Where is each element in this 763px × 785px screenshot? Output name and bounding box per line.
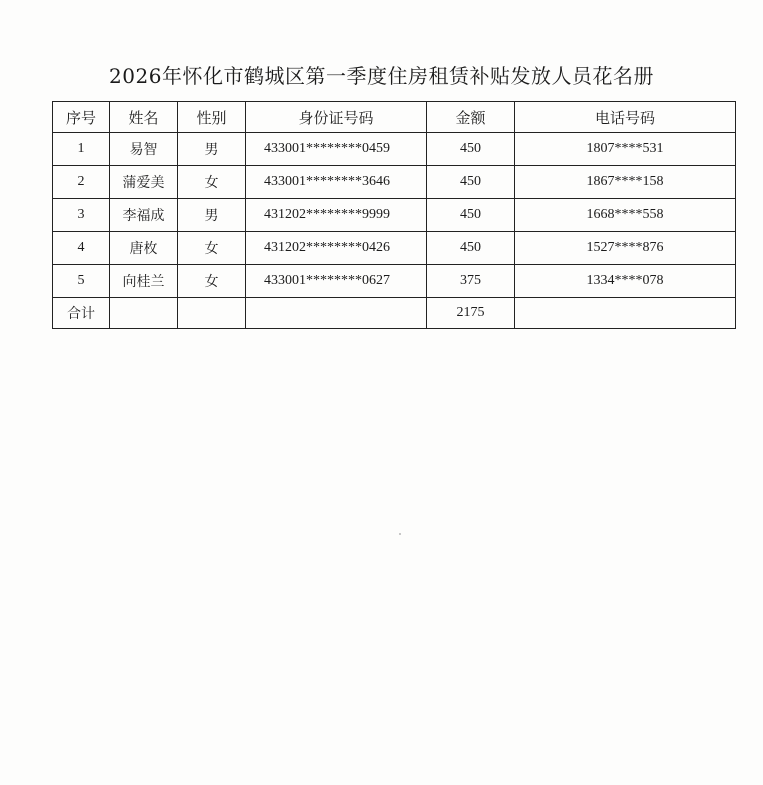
empty-cell xyxy=(246,298,427,329)
subsidy-roster-table xyxy=(52,101,736,329)
row-phone: 1867****158 xyxy=(515,166,736,199)
column-header-no: 序号 xyxy=(53,102,110,133)
total-amount: 2175 xyxy=(427,298,515,329)
row-id-number: 433001********0627 xyxy=(246,265,427,298)
row-number: 3 xyxy=(53,199,110,232)
column-header-amount: 金额 xyxy=(427,102,515,133)
empty-cell xyxy=(178,298,246,329)
table-row xyxy=(53,166,736,199)
row-name: 蒲爱美 xyxy=(110,166,178,199)
row-id-number: 431202********9999 xyxy=(246,199,427,232)
table-row xyxy=(53,265,736,298)
column-header-name: 姓名 xyxy=(110,102,178,133)
row-phone: 1527****876 xyxy=(515,232,736,265)
total-row xyxy=(53,298,736,329)
row-amount: 450 xyxy=(427,232,515,265)
row-id-number: 433001********3646 xyxy=(246,166,427,199)
row-name: 易智 xyxy=(110,133,178,166)
row-id-number: 431202********0426 xyxy=(246,232,427,265)
row-number: 4 xyxy=(53,232,110,265)
row-phone: 1807****531 xyxy=(515,133,736,166)
column-header-id: 身份证号码 xyxy=(246,102,427,133)
row-number: 1 xyxy=(53,133,110,166)
scan-speck xyxy=(399,533,401,535)
table-row xyxy=(53,232,736,265)
row-name: 唐枚 xyxy=(110,232,178,265)
row-amount: 375 xyxy=(427,265,515,298)
row-name: 李福成 xyxy=(110,199,178,232)
row-amount: 450 xyxy=(427,133,515,166)
row-name: 向桂兰 xyxy=(110,265,178,298)
row-amount: 450 xyxy=(427,199,515,232)
row-number: 5 xyxy=(53,265,110,298)
row-gender: 男 xyxy=(178,133,246,166)
table-row xyxy=(53,133,736,166)
table-header-row xyxy=(53,102,736,133)
column-header-gender: 性别 xyxy=(178,102,246,133)
row-phone: 1668****558 xyxy=(515,199,736,232)
table-row xyxy=(53,199,736,232)
row-gender: 男 xyxy=(178,199,246,232)
row-id-number: 433001********0459 xyxy=(246,133,427,166)
row-amount: 450 xyxy=(427,166,515,199)
empty-cell xyxy=(515,298,736,329)
row-gender: 女 xyxy=(178,166,246,199)
row-phone: 1334****078 xyxy=(515,265,736,298)
total-label: 合计 xyxy=(53,298,110,329)
row-gender: 女 xyxy=(178,265,246,298)
row-gender: 女 xyxy=(178,232,246,265)
row-number: 2 xyxy=(53,166,110,199)
page-title: 2026年怀化市鹤城区第一季度住房租赁补贴发放人员花名册 xyxy=(109,64,654,88)
empty-cell xyxy=(110,298,178,329)
column-header-phone: 电话号码 xyxy=(515,102,736,133)
